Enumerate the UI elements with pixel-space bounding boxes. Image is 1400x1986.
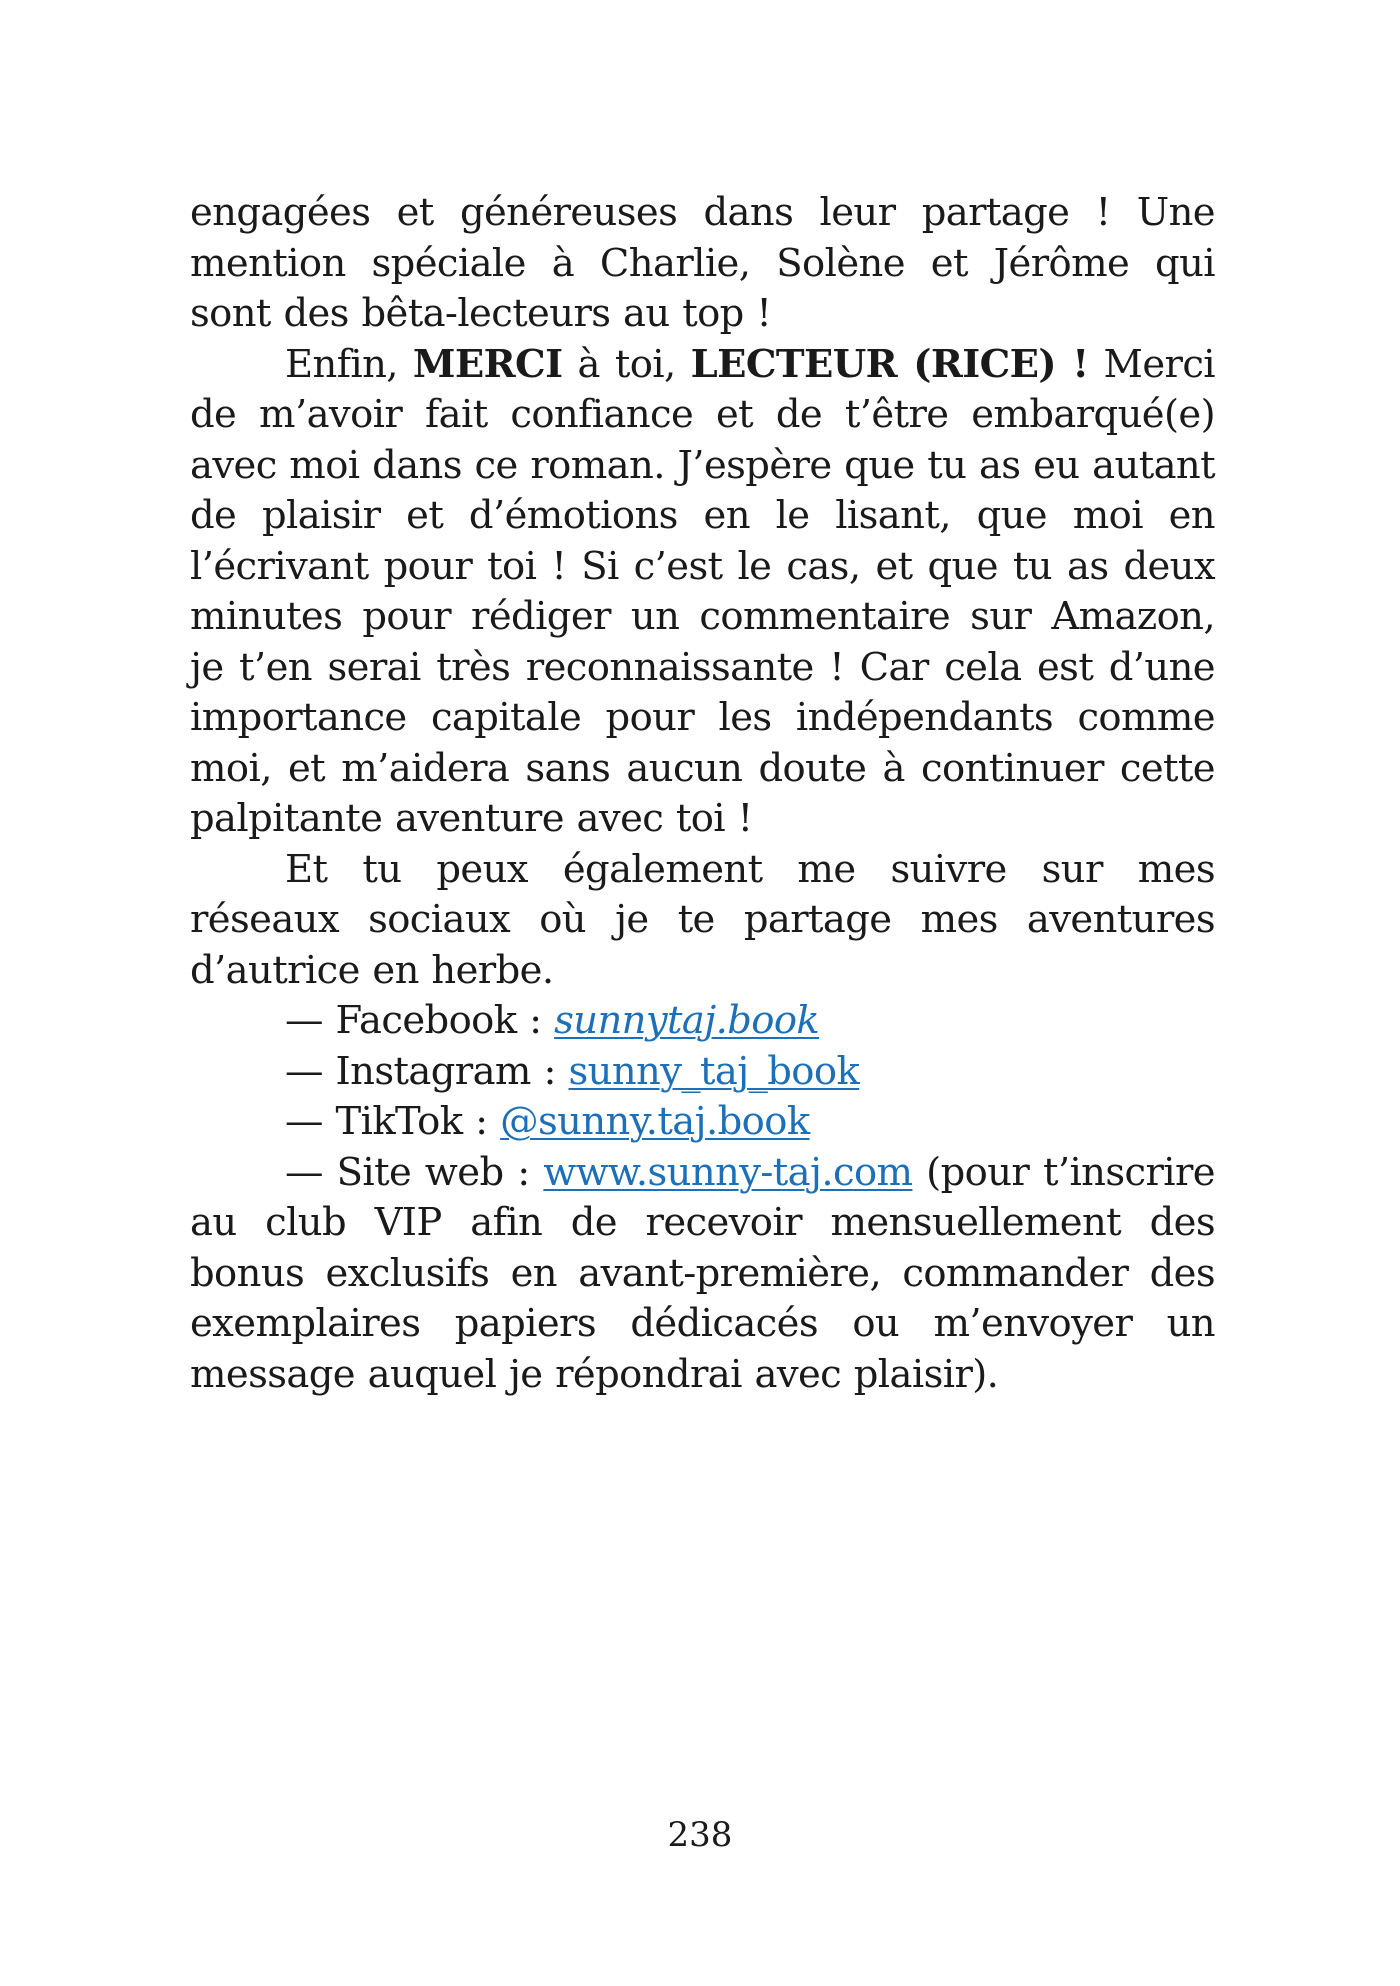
paragraph-social-intro: Et tu peux également me suivre sur mes réseaux sociaux où je te partage mes aventures d’autrice en herbe.	[190, 846, 1215, 993]
page-body-text	[190, 188, 1215, 1400]
tiktok-link[interactable]: @sunny.taj.book	[500, 1099, 810, 1144]
facebook-label: — Facebook :	[285, 998, 555, 1043]
facebook-line	[190, 996, 1215, 1047]
merci-bold: MERCI	[412, 341, 563, 387]
tiktok-label: — TikTok :	[285, 1099, 501, 1144]
paragraph-acknowledgement: engagées et généreuses dans leur partage ! Une mention spéciale à Charlie, Solène et Jérôme qui sont des bêta-lecteurs au top !	[190, 190, 1215, 336]
thanks-text-1: Enfin,	[285, 341, 413, 387]
thanks-text-3: Merci de m’avoir fait confiance et de t’être embarqué(e) avec moi dans ce roman. J’espère que tu as eu autant de plaisir et d’émotions en le lisant, que moi en l’écrivant pour toi ! Si c’est le cas, et que tu as deux minutes pour rédiger un commentaire sur Amazon, je t’en serai très reconnaissante ! Car cela est d’une importance capitale pour les indépendants comme moi, et m’aidera sans aucun doute à continuer cette palpitante aventure avec toi !	[190, 341, 1215, 841]
paragraph-thanks-reader	[190, 340, 1215, 845]
website-description: (pour t’inscrire au club VIP afin de recevoir mensuellement des bonus exclusifs en avant-première, commander des exemplaires papiers dédicacés ou m’envoyer un message auquel je répondrai avec plaisir).	[190, 1149, 1215, 1397]
thanks-text-2: à toi,	[562, 341, 691, 387]
instagram-line	[190, 1047, 1215, 1098]
website-label: — Site web :	[285, 1149, 544, 1195]
tiktok-line	[190, 1097, 1215, 1148]
instagram-label: — Instagram :	[285, 1048, 569, 1094]
website-link[interactable]: www.sunny-taj.com	[543, 1149, 913, 1195]
page-number: 238	[667, 1815, 733, 1855]
website-line	[190, 1148, 1215, 1401]
instagram-link[interactable]: sunny_taj_book	[568, 1048, 860, 1094]
facebook-link[interactable]: sunnytaj.book	[554, 998, 820, 1043]
lecteur-bold: LECTEUR (RICE) !	[690, 341, 1089, 387]
